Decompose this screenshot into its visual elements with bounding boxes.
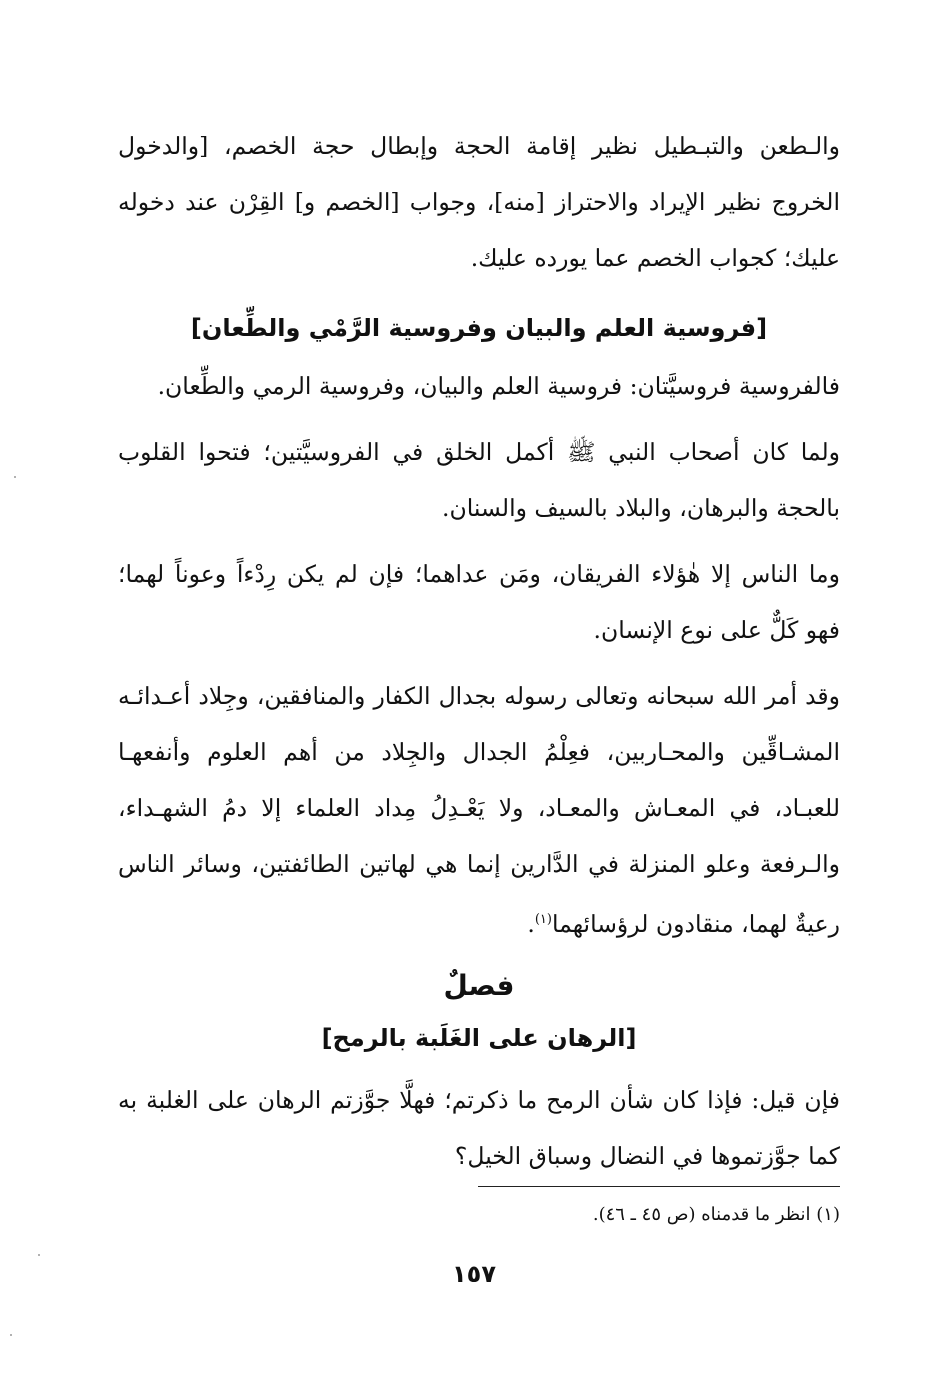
paragraph-two-furusiyyas: فالفروسية فروسيَّتان: فروسية العلم والبيان، وفروسية الرمي والطِّعان. <box>157 372 840 400</box>
paragraph-command-text: وقد أمر الله سبحانه وتعالى رسوله بجدال الكفار والمنافقين، وجِلاد أعـدائـه المشـاقِّين والمحـاربين، فعِلْمُ الجدال والجِلاد من أهم العلوم وأنفعهـا للعبـاد، في المعـاش والمعـاد، ولا يَعْـدِلُ مِداد العلماء إلا دمُ الشهـداء، والـرفعة وعلو المنزلة في الدَّارين إنما هي لهاتين الطائفتين، وسائر الناس رعيةٌ لهما، منقادون لرؤسائهما <box>118 682 840 938</box>
footnote-marker[interactable]: (١) <box>534 912 552 927</box>
scan-speck <box>10 1334 12 1336</box>
paragraph-companions: ولما كان أصحاب النبي ﷺ أكمل الخلق في الفروسيَّتين؛ فتحوا القلوب بالحجة والبرهان، والبلاد بالسيف والسنان. <box>118 438 840 522</box>
fasl-heading: فصلٌ <box>443 968 515 1002</box>
paragraph-debate: والـطعن والتبـطيل نظير إقامة الحجة وإبطال حجة الخصم، [والدخول الخروج نظير الإيراد والاحتراز [منه]، وجواب [الخصم و] القِرْن عند دخوله عليك؛ كجواب الخصم عما يورده عليك. <box>118 132 840 272</box>
scan-speck <box>14 476 16 478</box>
section-heading-furusiyya: [فروسية العلم والبيان وفروسية الرَّمْي والطِّعان] <box>190 314 768 342</box>
paragraph-question: فإن قيل: فإذا كان شأن الرمح ما ذكرتم؛ فهلَّا جوَّزتم الرهان على الغلبة به كما جوَّزتموها في النضال وسباق الخيل؟ <box>118 1085 840 1170</box>
section-heading-wager: [الرهان على الغَلَبة بالرمح] <box>321 1023 637 1052</box>
page-number: ١٥٧ <box>452 1260 496 1288</box>
main-text <box>118 118 840 1194</box>
footnote-divider <box>478 1186 840 1187</box>
paragraph-command-end: . <box>527 909 535 938</box>
paragraph-command <box>118 668 840 952</box>
scan-speck <box>38 1254 40 1256</box>
footnote: (١) انظر ما قدمناه (ص ٤٥ ـ ٤٦). <box>592 1204 840 1225</box>
paragraph-two-groups: وما الناس إلا هٰؤلاء الفريقان، ومَن عداهما؛ فإن لم يكن رِدْءاً وعوناً لهما؛ فهو كَلٌّ على نوع الإنسان. <box>118 560 840 644</box>
